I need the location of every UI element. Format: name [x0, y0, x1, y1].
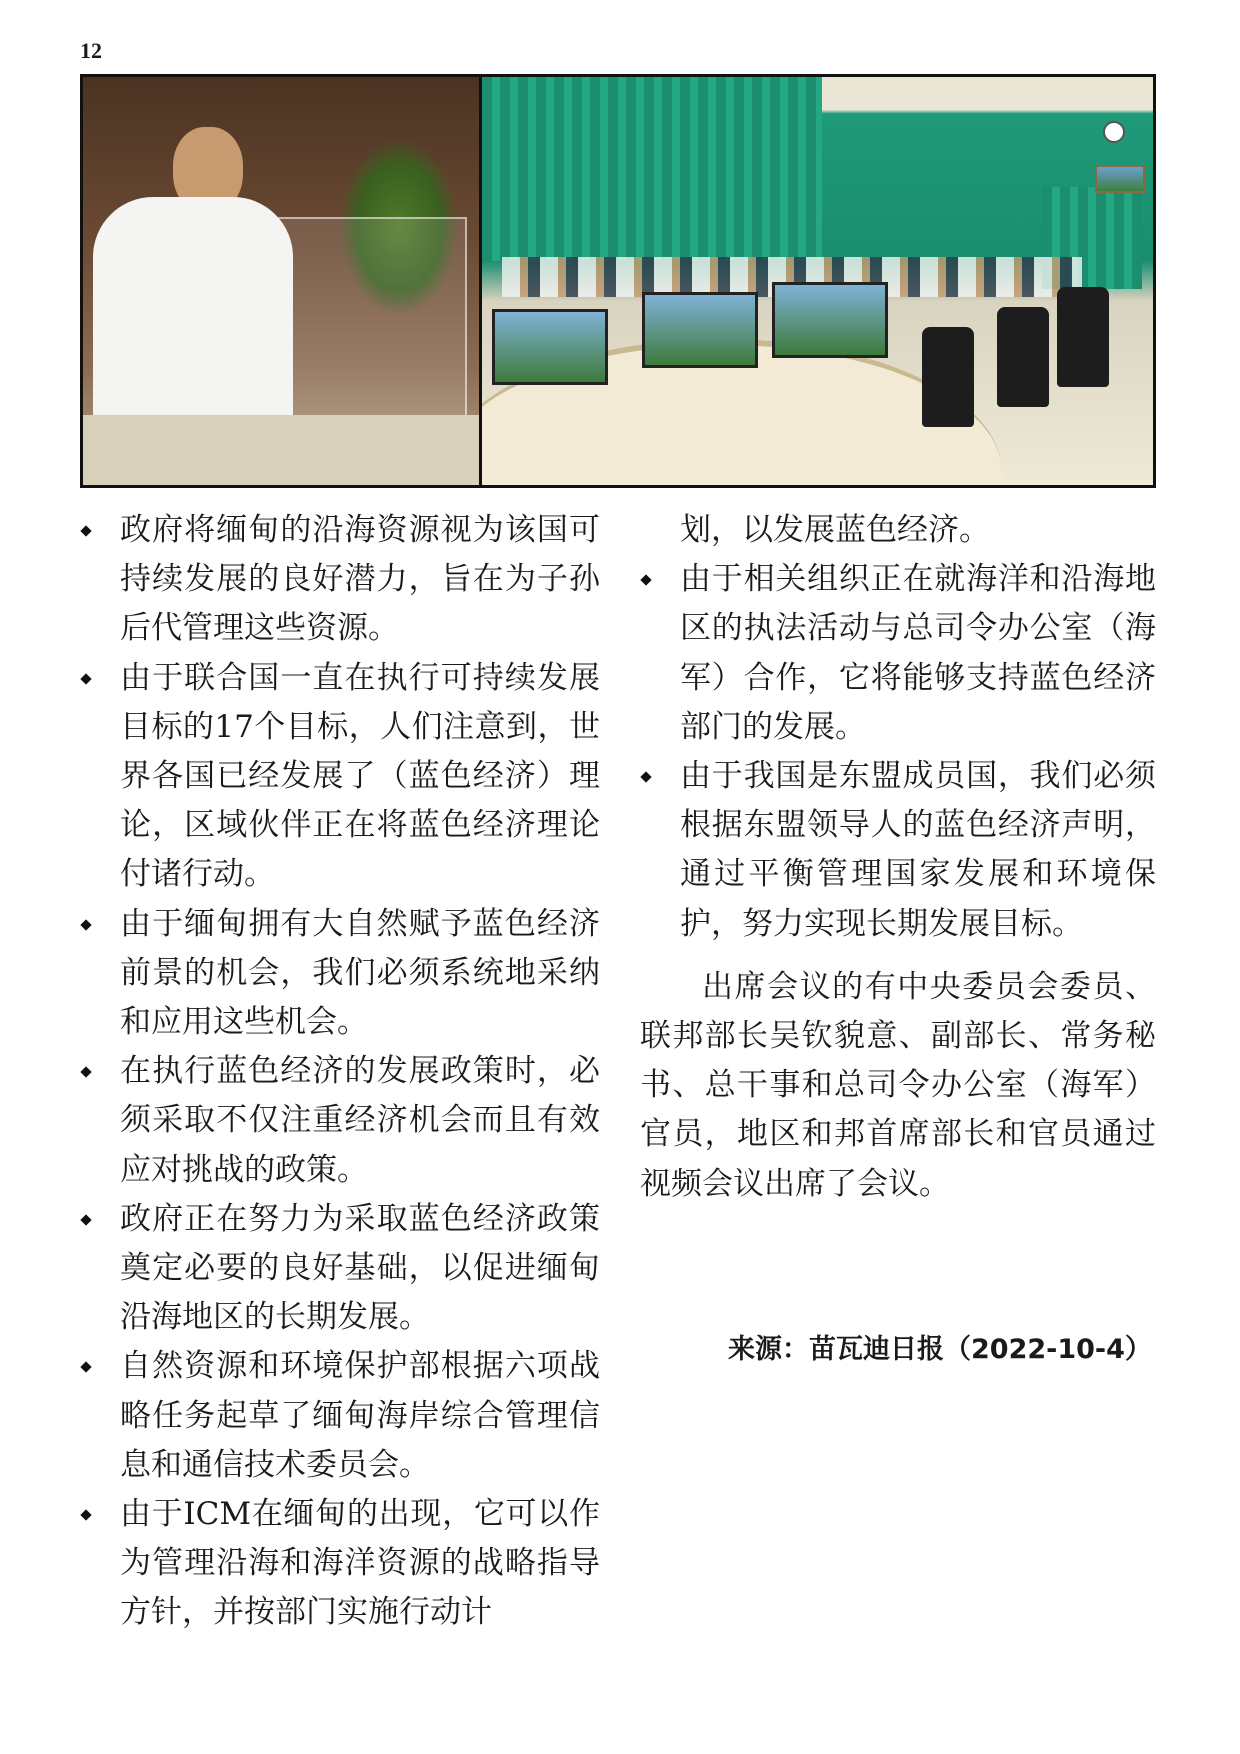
bullet-diamond-icon [640, 771, 651, 782]
attendance-paragraph: 出席会议的有中央委员会委员、联邦部长吴钦貌意、副部长、常务秘书、总干事和总司令办公室（海军）官员，地区和邦首席部长和官员通过视频会议出席了会议。 [640, 968, 1156, 1202]
speaker-photo [83, 77, 482, 485]
left-column [80, 506, 600, 1638]
bullet-item: 在执行蓝色经济的发展政策时，必须采取不仅注重经济机会而且有效应对挑战的政策。 [80, 1047, 600, 1195]
bullet-item: 由于缅甸拥有大自然赋予蓝色经济前景的机会，我们必须系统地采纳和应用这些机会。 [80, 900, 600, 1048]
wall-picture [1095, 165, 1145, 193]
bullet-diamond-icon [80, 1362, 91, 1373]
wall-clock [1103, 121, 1125, 143]
meeting-room-photo [482, 77, 1153, 485]
green-curtain [482, 77, 822, 261]
bullet-item: 政府将缅甸的沿海资源视为该国可持续发展的良好潜力，旨在为子孙后代管理这些资源。 [80, 506, 600, 654]
bullet-diamond-icon [80, 1214, 91, 1225]
bullet-diamond-icon [80, 1509, 91, 1520]
monitor-screen [642, 292, 758, 368]
bullet-item: 政府正在努力为采取蓝色经济政策奠定必要的良好基础，以促进缅甸沿海地区的长期发展。 [80, 1195, 600, 1343]
bullet-item: 由于联合国一直在执行可持续发展目标的17个目标，人们注意到，世界各国已经发展了（蓝色经济）理论，区域伙伴正在将蓝色经济理论付诸行动。 [80, 654, 600, 900]
bullet-diamond-icon [640, 575, 651, 586]
source-citation: 来源：苗瓦迪日报（2022-10-4） [728, 1334, 1152, 1365]
page-number: 12 [80, 38, 102, 63]
bullet-diamond-icon [80, 673, 91, 684]
header-photo-frame [80, 74, 1156, 488]
bullet-continuation: 划，以发展蓝色经济。 [680, 512, 990, 548]
monitor-screen [772, 282, 888, 358]
office-chair [997, 307, 1049, 407]
bullet-item: 由于我国是东盟成员国，我们必须根据东盟领导人的蓝色经济声明，通过平衡管理国家发展和环境保护，努力实现长期发展目标。 [640, 752, 1156, 949]
bullet-diamond-icon [80, 525, 91, 536]
office-chair [922, 327, 974, 427]
bullet-diamond-icon [80, 919, 91, 930]
bullet-diamond-icon [80, 1067, 91, 1078]
office-chair [1057, 287, 1109, 387]
bullet-item: 由于ICM在缅甸的出现，它可以作为管理沿海和海洋资源的战略指导方针，并按部门实施行动计 [80, 1490, 600, 1638]
bullet-item: 由于相关组织正在就海洋和沿海地区的执法活动与总司令办公室（海军）合作，它将能够支持蓝色经济部门的发展。 [640, 555, 1156, 752]
monitor-screen [492, 309, 608, 385]
right-column [640, 506, 1156, 1209]
desk [83, 415, 479, 485]
bullet-item: 自然资源和环境保护部根据六项战略任务起草了缅甸海岸综合管理信息和通信技术委员会。 [80, 1342, 600, 1490]
